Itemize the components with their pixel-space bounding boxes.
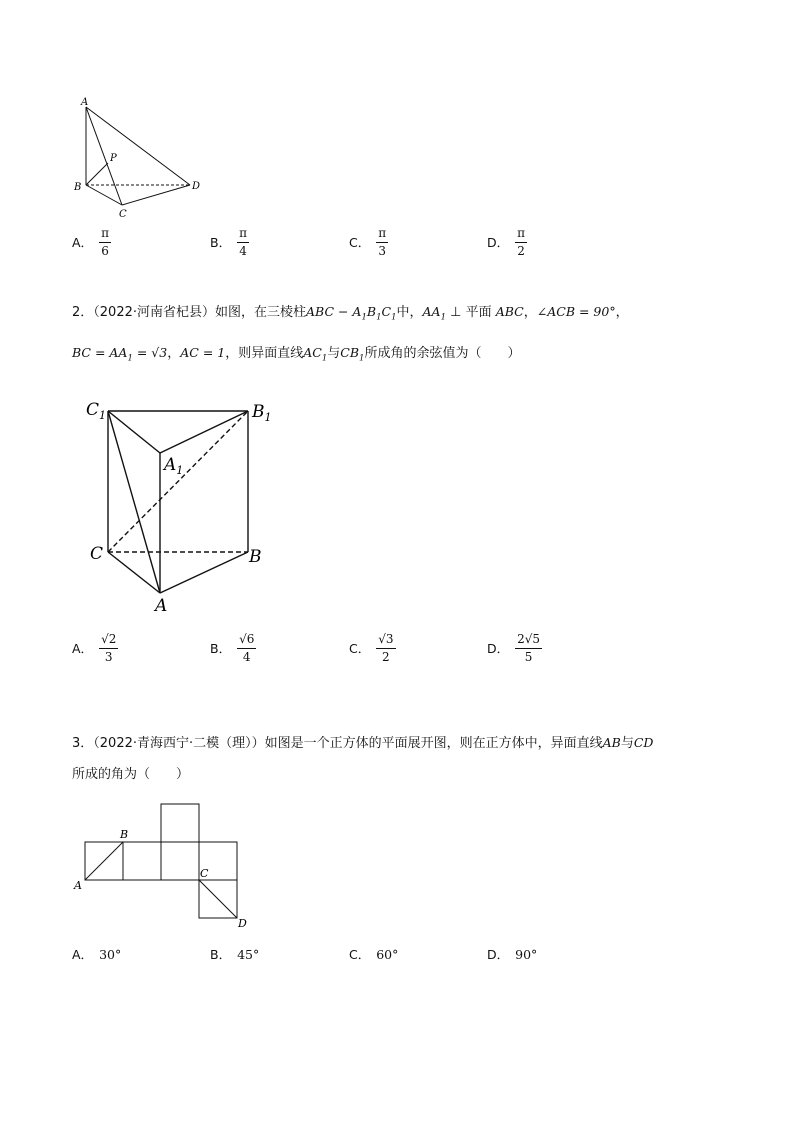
net-row-square-3 [161,842,199,880]
label-c1: $C_1$ [86,400,107,422]
option-letter: B． [210,235,232,250]
numerator: π [237,226,249,243]
edge-bc [86,185,122,205]
option-fraction [237,226,249,259]
edge-a1-b1 [160,411,248,453]
option-letter: A． [72,235,94,250]
edge-cd [122,185,190,205]
edge-c1-a [108,411,160,593]
option-fraction [237,632,256,665]
q2-mid2: ，则异面直线 [225,346,304,361]
option-letter: C． [349,235,371,250]
label-d: D [238,917,247,930]
numerator: √6 [237,632,256,649]
q1-option-d[interactable] [487,222,527,262]
q3-stem-line2 [72,765,189,785]
numerator: 2√5 [515,632,542,649]
net-row-square-2 [123,842,161,880]
q2-prism: ABC − $A_1B_1C_1$ [306,304,397,323]
segment-cd [199,880,237,918]
numerator: √2 [99,632,118,649]
option-fraction [99,226,111,259]
option-value: 45° [237,946,260,962]
q3-line2: 所成的角为（ ） [72,767,190,782]
q2-option-c[interactable] [349,628,396,668]
q2-comma: ， [523,305,537,320]
edge-ad [86,107,190,185]
edge-c1-a1 [108,411,160,453]
numerator: π [99,226,111,243]
q2-option-d[interactable] [487,628,542,668]
q2-prefix: 2．（2022·河南省杞县）如图，在三棱柱 [72,305,306,320]
label-a: A [81,97,89,108]
q3-cd: CD [633,735,654,750]
option-fraction [515,632,542,665]
label-a: A [155,596,168,615]
segment-ab [85,842,123,880]
q3-options [72,934,592,974]
edge-c-b1-hidden [108,411,248,552]
denominator: 6 [101,243,109,258]
q2-end: 所成角的余弦值为（ ） [364,346,521,361]
option-value: 90° [515,946,538,962]
numerator: √3 [376,632,395,649]
q1-option-a[interactable] [72,222,111,262]
option-value: 30° [99,946,122,962]
option-value: 60° [376,946,399,962]
q2-mid: 中， [396,305,423,320]
label-c: C [119,209,127,220]
q2-perp: ⊥ 平面 [446,305,496,320]
denominator: 3 [378,243,386,258]
q3-figure [70,796,270,932]
label-a1: $A_1$ [164,455,184,477]
q2-stem-line1 [72,302,629,328]
q1-option-b[interactable] [210,222,249,262]
label-p: P [110,153,117,164]
q1-option-c[interactable] [349,222,388,262]
denominator: 2 [382,649,390,664]
label-b1: $B_1$ [252,402,272,424]
label-b: B [74,182,82,193]
numerator: π [376,226,388,243]
q2-aa1: $AA_1$ [422,304,446,323]
option-letter: C． [349,641,371,656]
q2-option-a[interactable] [72,628,118,668]
denominator: 5 [524,649,533,664]
edge-c-a [108,552,160,593]
q3-option-b[interactable] [210,934,259,974]
option-letter: D． [487,947,510,962]
q3-option-c[interactable] [349,934,398,974]
label-b: B [120,828,129,841]
q3-ab: AB [602,735,621,750]
denominator: 4 [242,649,251,664]
q2-ac-eq: AC = 1 [180,345,226,360]
edge-bp [86,163,108,185]
q2-figure [82,395,282,615]
option-fraction [376,226,388,259]
label-c: C [200,867,209,880]
q3-option-a[interactable] [72,934,121,974]
q2-with: 与 [327,346,341,361]
edge-a-b [160,552,248,593]
option-letter: B． [210,947,232,962]
numerator: π [515,226,527,243]
label-a: A [74,879,82,892]
q3-with: 与 [620,736,634,751]
option-letter: D． [487,235,510,250]
q1-options [72,222,592,262]
q2-bc-eq: BC = $AA_1 = √3$ [72,345,168,364]
denominator: 2 [517,243,525,258]
option-fraction [99,632,118,665]
option-fraction [376,632,395,665]
q2-ac1: $AC_1$ [303,345,328,364]
q2-cb1: $CB_1$ [340,345,365,364]
option-letter: C． [349,947,371,962]
option-fraction [515,226,527,259]
q2-comma: ， [615,305,629,320]
q1-figure [70,95,220,225]
option-letter: B． [210,641,232,656]
label-c: C [90,544,104,564]
label-b: B [249,547,262,567]
denominator: 4 [239,243,247,258]
q2-options [72,628,592,668]
q2-option-b[interactable] [210,628,256,668]
label-d: D [192,181,201,192]
option-letter: A． [72,641,94,656]
net-top-square [161,804,199,842]
q2-angle: ∠ACB = 90° [536,304,616,319]
q3-prefix: 3．（2022·青海西宁·二模（理））如图是一个正方体的平面展开图，则在正方体中，异面直线 [72,736,603,751]
denominator: 3 [104,649,113,664]
q2-abc: ABC [495,304,524,319]
q3-option-d[interactable] [487,934,537,974]
q2-comma: ， [167,346,181,361]
option-letter: D． [487,641,510,656]
option-letter: A． [72,947,94,962]
q3-stem-line1 [72,733,653,754]
q2-stem-line2 [72,343,520,369]
